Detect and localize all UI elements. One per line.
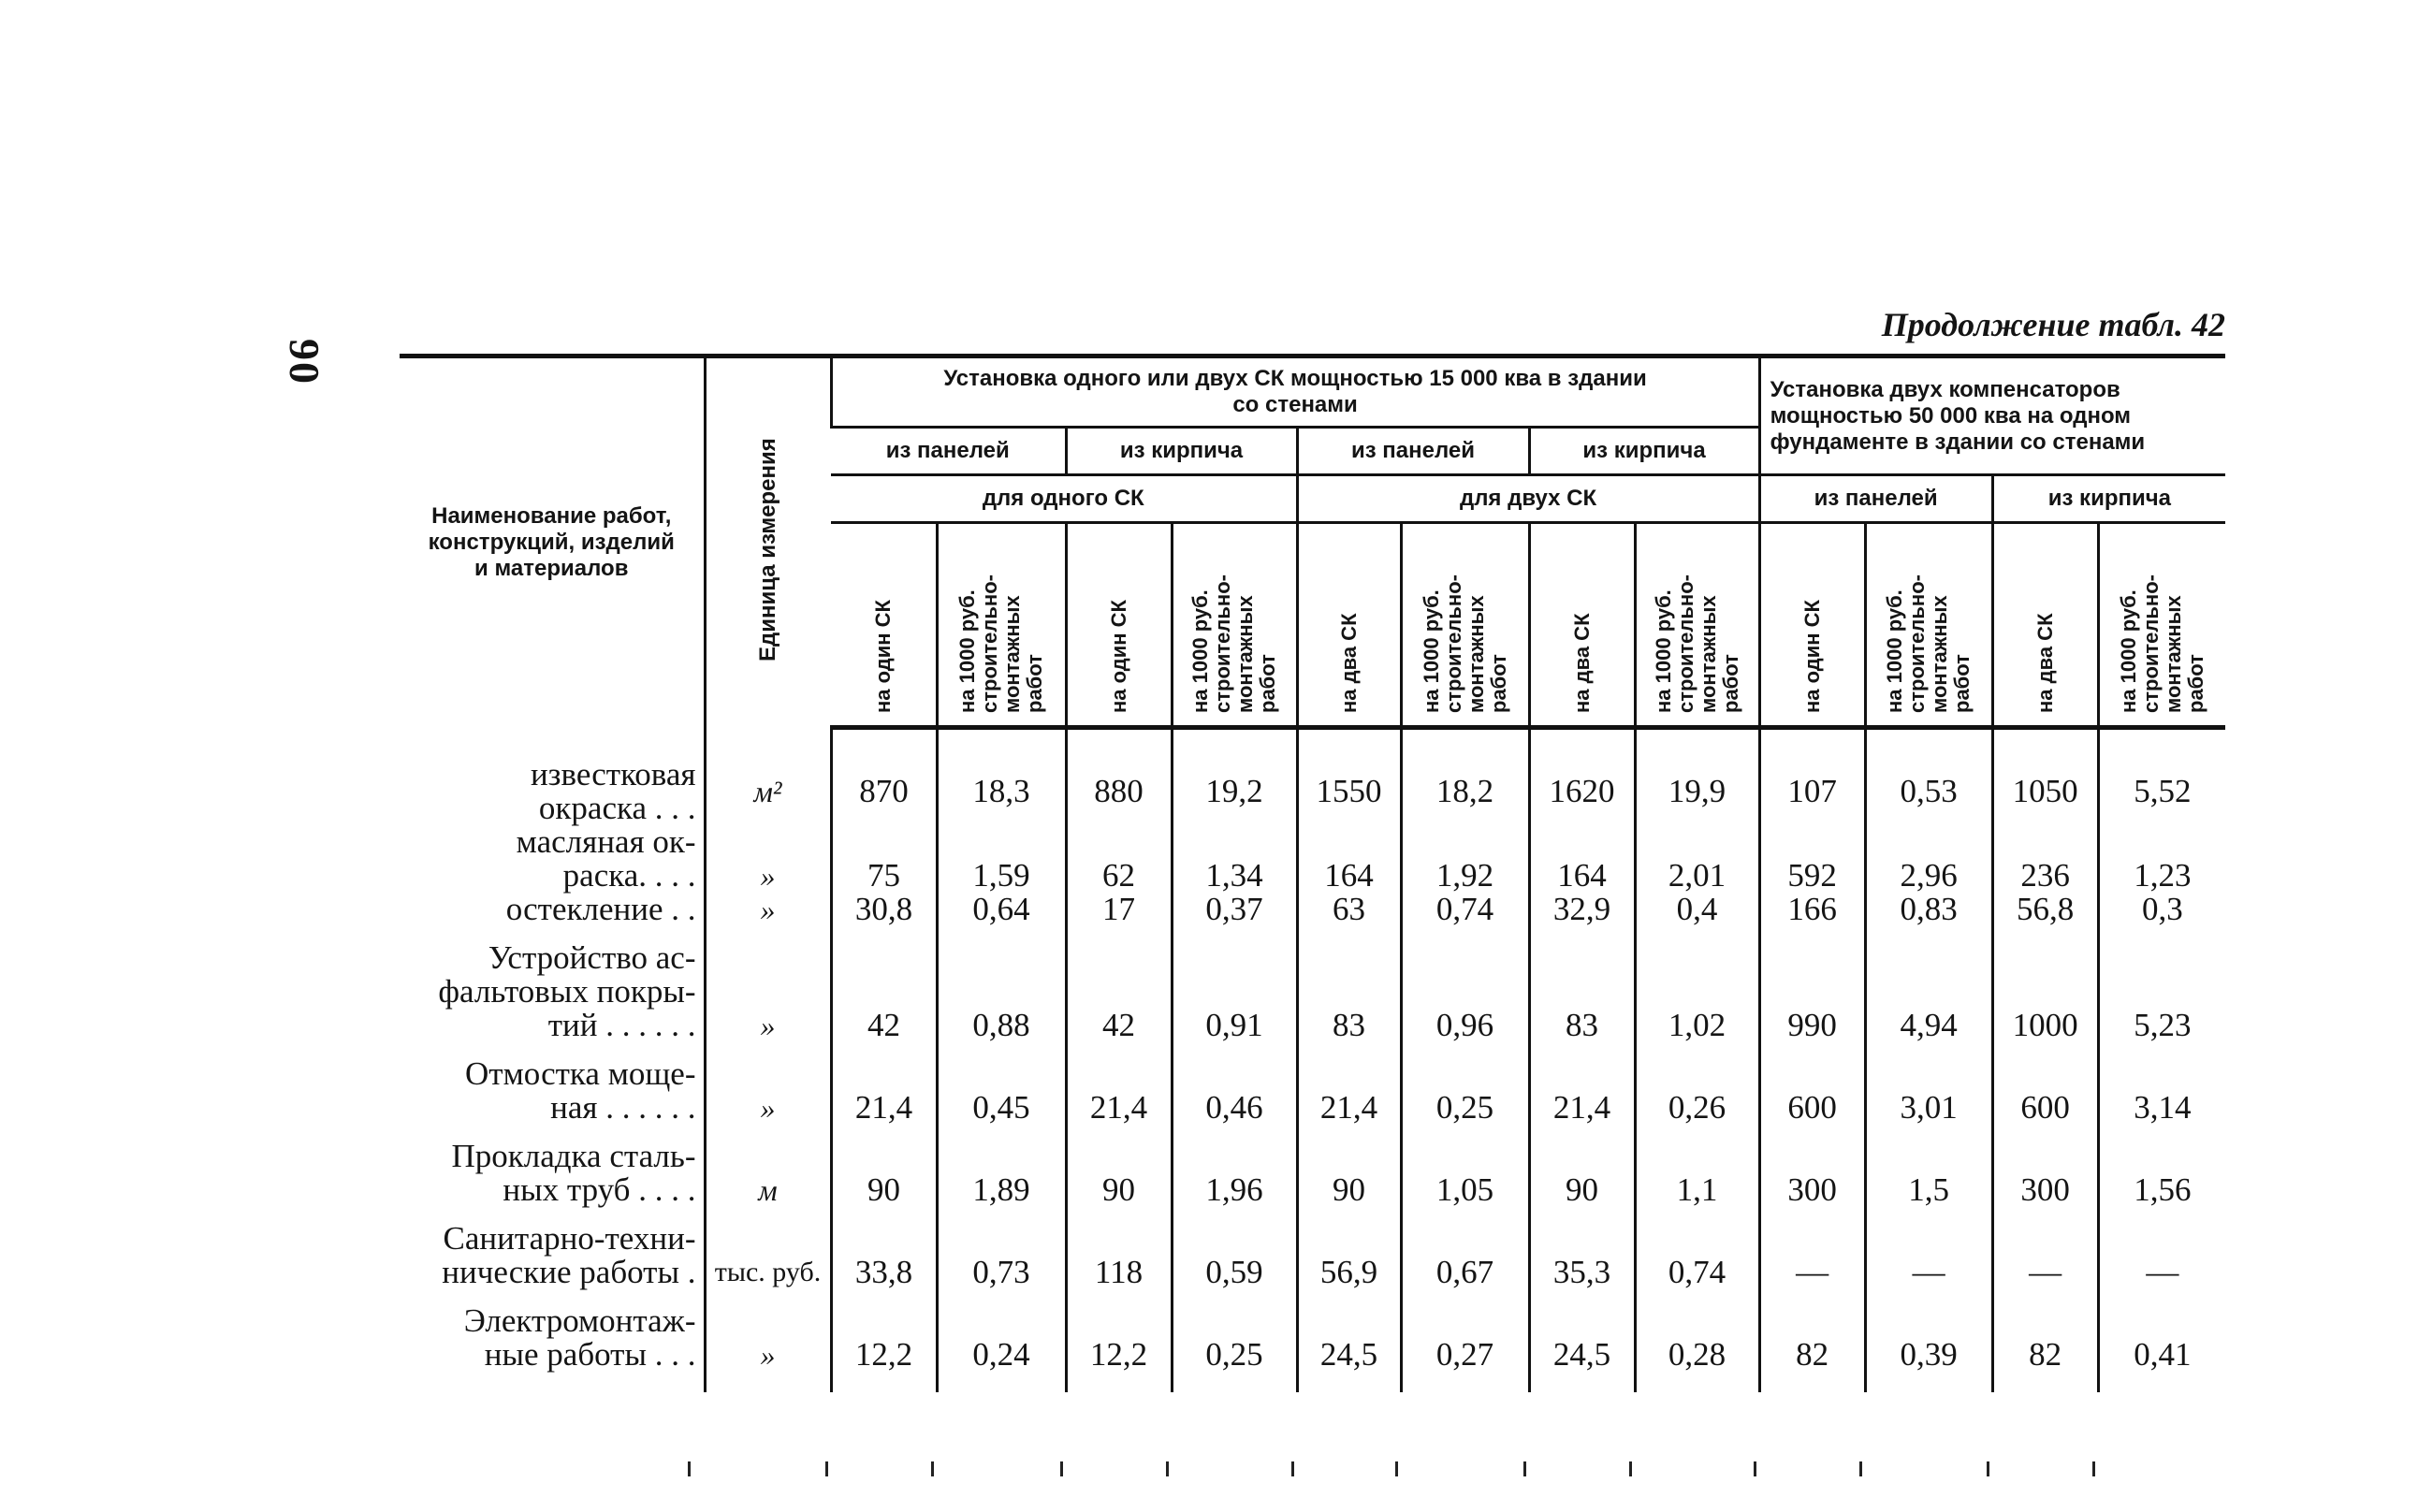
row-unit: » bbox=[705, 1289, 831, 1392]
cell: 35,3 bbox=[1529, 1207, 1635, 1289]
cell: 118 bbox=[1066, 1207, 1172, 1289]
cell: 3,14 bbox=[2098, 1042, 2225, 1125]
page-number: 90 bbox=[281, 339, 328, 385]
tick-mark bbox=[2092, 1461, 2095, 1476]
header-name-column: Наименование работ, конструкций, изделий и материалов bbox=[428, 503, 675, 582]
cell: 21,4 bbox=[1066, 1042, 1172, 1125]
tick-mark bbox=[688, 1461, 691, 1476]
tick-mark bbox=[1987, 1461, 1989, 1476]
header-col-5: на два СК bbox=[1297, 523, 1401, 728]
continuation-tick-marks bbox=[400, 1461, 2225, 1480]
header-panels-50000: из панелей bbox=[1759, 475, 1992, 523]
header-unit-column: Единица измерения bbox=[705, 356, 831, 728]
cell: 3,01 bbox=[1865, 1042, 1992, 1125]
cell: 90 bbox=[1297, 1125, 1401, 1207]
header-col-1: на один СК bbox=[831, 523, 937, 728]
cell: 1550 bbox=[1297, 758, 1401, 825]
cell: 1,89 bbox=[937, 1125, 1066, 1207]
cell: 19,9 bbox=[1635, 758, 1759, 825]
cell: 0,26 bbox=[1635, 1042, 1759, 1125]
row-name: Прокладка сталь- ных труб . . . . bbox=[451, 1138, 696, 1208]
table-continuation-caption: Продолжение табл. 42 bbox=[1881, 306, 2225, 343]
cell: 56,9 bbox=[1297, 1207, 1401, 1289]
cell: 0,25 bbox=[1172, 1289, 1297, 1392]
cell: 82 bbox=[1759, 1289, 1865, 1392]
header-col-10: на 1000 руб. строительно- монтажных работ bbox=[1865, 523, 1992, 728]
cell: 880 bbox=[1066, 758, 1172, 825]
tick-mark bbox=[1060, 1461, 1063, 1476]
cell: 24,5 bbox=[1529, 1289, 1635, 1392]
tick-mark bbox=[1754, 1461, 1756, 1476]
cell: 0,73 bbox=[937, 1207, 1066, 1289]
header-col-2: на 1000 руб. строительно- монтажных работ bbox=[937, 523, 1066, 728]
cell: 600 bbox=[1992, 1042, 2098, 1125]
cell: 0,88 bbox=[937, 926, 1066, 1042]
cell: — bbox=[1759, 1207, 1865, 1289]
cell: 4,94 bbox=[1865, 926, 1992, 1042]
cell: — bbox=[2098, 1207, 2225, 1289]
cell: 1000 bbox=[1992, 926, 2098, 1042]
row-unit: » bbox=[705, 1042, 831, 1125]
cell: 18,2 bbox=[1401, 758, 1529, 825]
cell: 990 bbox=[1759, 926, 1865, 1042]
table-row bbox=[400, 1289, 2225, 1392]
row-unit: » » bbox=[705, 825, 831, 926]
cell: 0,46 bbox=[1172, 1042, 1297, 1125]
table-row bbox=[400, 1125, 2225, 1207]
tick-mark bbox=[1395, 1461, 1398, 1476]
table-row bbox=[400, 926, 2225, 1042]
tick-mark bbox=[1859, 1461, 1862, 1476]
cell: 1,92 0,74 bbox=[1401, 825, 1529, 926]
cell: 0,45 bbox=[937, 1042, 1066, 1125]
cell: 600 bbox=[1759, 1042, 1865, 1125]
table-row bbox=[400, 1042, 2225, 1125]
cell: 0,27 bbox=[1401, 1289, 1529, 1392]
cell: 164 63 bbox=[1297, 825, 1401, 926]
table-row bbox=[400, 758, 2225, 825]
cell: 82 bbox=[1992, 1289, 2098, 1392]
cell: 12,2 bbox=[1066, 1289, 1172, 1392]
row-name: Санитарно-техни- нические работы . bbox=[442, 1220, 696, 1290]
header-group-15000: Установка одного или двух СК мощностью 15 000 ква в здании со стенами bbox=[831, 356, 1759, 428]
cell: 18,3 bbox=[937, 758, 1066, 825]
row-name: масляная ок- раска. . . . остекление . . bbox=[505, 823, 696, 927]
cell: 83 bbox=[1529, 926, 1635, 1042]
cell: — bbox=[1992, 1207, 2098, 1289]
cell: 75 30,8 bbox=[831, 825, 937, 926]
cell: 1050 bbox=[1992, 758, 2098, 825]
cell: 83 bbox=[1297, 926, 1401, 1042]
cell: 0,74 bbox=[1635, 1207, 1759, 1289]
row-name: Устройство ас- фальтовых покры- тий . . . . . . bbox=[438, 939, 696, 1043]
header-group-50000: Установка двух компенсаторов мощностью 50 000 ква на одном фундаменте в здании со стенами bbox=[1759, 356, 2225, 475]
row-name: известковая окраска . . . bbox=[530, 756, 696, 826]
cell: 5,52 bbox=[2098, 758, 2225, 825]
header-panels-two: из панелей bbox=[1297, 428, 1529, 475]
cell: 19,2 bbox=[1172, 758, 1297, 825]
cell: 21,4 bbox=[1297, 1042, 1401, 1125]
tick-mark bbox=[1291, 1461, 1294, 1476]
header-panels-one: из панелей bbox=[831, 428, 1066, 475]
cell: 90 bbox=[1066, 1125, 1172, 1207]
cell: 21,4 bbox=[831, 1042, 937, 1125]
cell: 164 32,9 bbox=[1529, 825, 1635, 926]
row-unit: м² bbox=[705, 758, 831, 825]
cell: 2,96 0,83 bbox=[1865, 825, 1992, 926]
cell: 0,67 bbox=[1401, 1207, 1529, 1289]
header-col-4: на 1000 руб. строительно- монтажных работ bbox=[1172, 523, 1297, 728]
cell: 870 bbox=[831, 758, 937, 825]
cell: 1,5 bbox=[1865, 1125, 1992, 1207]
header-col-8: на 1000 руб. строительно- монтажных работ bbox=[1635, 523, 1759, 728]
cell: 0,28 bbox=[1635, 1289, 1759, 1392]
cell: 0,41 bbox=[2098, 1289, 2225, 1392]
cell: 300 bbox=[1759, 1125, 1865, 1207]
cell: 592 166 bbox=[1759, 825, 1865, 926]
cell: 107 bbox=[1759, 758, 1865, 825]
table-header bbox=[400, 356, 2225, 728]
cell: 42 bbox=[1066, 926, 1172, 1042]
cell: 0,96 bbox=[1401, 926, 1529, 1042]
row-unit: тыс. руб. bbox=[705, 1207, 831, 1289]
cell: 1,05 bbox=[1401, 1125, 1529, 1207]
cell: 21,4 bbox=[1529, 1042, 1635, 1125]
cell: 1,23 0,3 bbox=[2098, 825, 2225, 926]
tick-mark bbox=[1166, 1461, 1169, 1476]
cell: 90 bbox=[1529, 1125, 1635, 1207]
cell: 1,59 0,64 bbox=[937, 825, 1066, 926]
cell: 90 bbox=[831, 1125, 937, 1207]
header-bricks-50000: из кирпича bbox=[1992, 475, 2225, 523]
header-for-two-sk: для двух СК bbox=[1297, 475, 1759, 523]
cell: 1,1 bbox=[1635, 1125, 1759, 1207]
tick-mark bbox=[1629, 1461, 1632, 1476]
row-name: Электромонтаж- ные работы . . . bbox=[463, 1302, 696, 1373]
header-col-7: на два СК bbox=[1529, 523, 1635, 728]
row-unit: м bbox=[705, 1125, 831, 1207]
cell: 236 56,8 bbox=[1992, 825, 2098, 926]
cell: — bbox=[1865, 1207, 1992, 1289]
row-unit: » bbox=[705, 926, 831, 1042]
cell: 0,53 bbox=[1865, 758, 1992, 825]
header-col-9: на один СК bbox=[1759, 523, 1865, 728]
header-col-11: на два СК bbox=[1992, 523, 2098, 728]
tick-mark bbox=[825, 1461, 828, 1476]
cell: 5,23 bbox=[2098, 926, 2225, 1042]
cell: 42 bbox=[831, 926, 937, 1042]
cell: 1,34 0,37 bbox=[1172, 825, 1297, 926]
header-bricks-two: из кирпича bbox=[1529, 428, 1759, 475]
cell: 0,25 bbox=[1401, 1042, 1529, 1125]
cell: 300 bbox=[1992, 1125, 2098, 1207]
row-name: Отмостка моще- ная . . . . . . bbox=[465, 1055, 696, 1126]
cell: 12,2 bbox=[831, 1289, 937, 1392]
cell: 33,8 bbox=[831, 1207, 937, 1289]
cell: 1,02 bbox=[1635, 926, 1759, 1042]
table-row bbox=[400, 825, 2225, 926]
data-table bbox=[400, 354, 2225, 1392]
header-for-one-sk: для одного СК bbox=[831, 475, 1297, 523]
cell: 1,56 bbox=[2098, 1125, 2225, 1207]
cell: 0,91 bbox=[1172, 926, 1297, 1042]
table-row bbox=[400, 1207, 2225, 1289]
header-col-12: на 1000 руб. строительно- монтажных работ bbox=[2098, 523, 2225, 728]
cell: 24,5 bbox=[1297, 1289, 1401, 1392]
tick-mark bbox=[1523, 1461, 1526, 1476]
cell: 2,01 0,4 bbox=[1635, 825, 1759, 926]
tick-mark bbox=[931, 1461, 934, 1476]
cell: 62 17 bbox=[1066, 825, 1172, 926]
cell: 0,39 bbox=[1865, 1289, 1992, 1392]
cell: 1620 bbox=[1529, 758, 1635, 825]
cell: 0,24 bbox=[937, 1289, 1066, 1392]
header-bricks-one: из кирпича bbox=[1066, 428, 1297, 475]
header-col-6: на 1000 руб. строительно- монтажных работ bbox=[1401, 523, 1529, 728]
table-body bbox=[400, 728, 2225, 1393]
cell: 1,96 bbox=[1172, 1125, 1297, 1207]
header-col-3: на один СК bbox=[1066, 523, 1172, 728]
cell: 0,59 bbox=[1172, 1207, 1297, 1289]
